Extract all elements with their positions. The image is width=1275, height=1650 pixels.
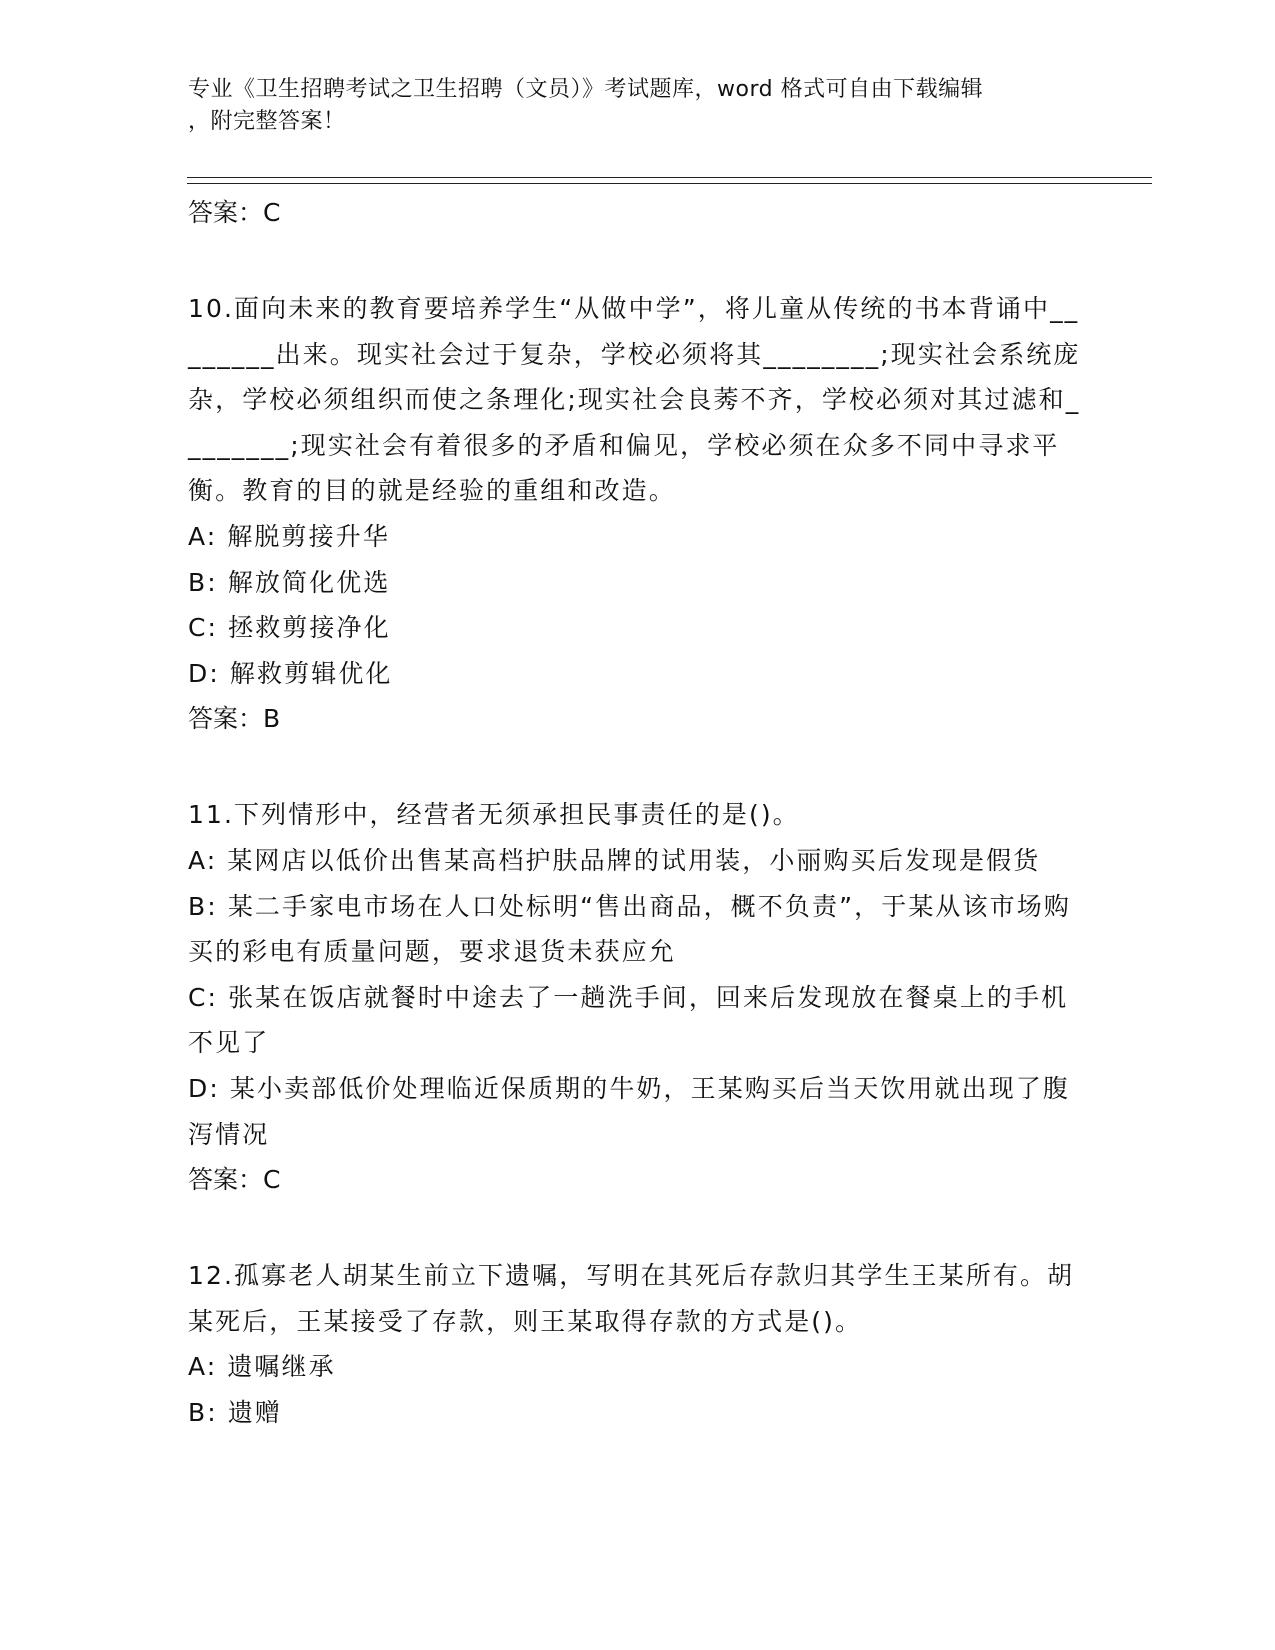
option-d: D: 解救剪辑优化 (188, 658, 393, 688)
answer-line: 答案：B (188, 704, 281, 734)
document-header (188, 74, 1088, 138)
option-a: A: 某网店以低价出售某高档护肤品牌的试用装，小丽购买后发现是假货 (188, 845, 1041, 875)
question-list (188, 190, 1088, 1435)
header-line-1: 专业《卫生招聘考试之卫生招聘（文员）》考试题库，word 格式可自由下载编辑 (188, 77, 984, 102)
question-block (188, 792, 1088, 1203)
option-a: A: 遗嘱继承 (188, 1352, 336, 1382)
question-text: 11.下列情形中，经营者无须承担民事责任的是()。 (188, 800, 800, 830)
spacer (188, 236, 1088, 286)
header-line-2: ，附完整答案！ (188, 109, 346, 134)
question-text: 10.面向未来的教育要培养学生“从做中学”，将儿童从传统的书本背诵中________出来。现实社会过于复杂，学校必须将其________;现实社会系统庞杂，学校必须组织而使之条理化;现实社会良莠不齐，学校必须对其过滤和________;现实社会有着很多的矛盾和偏见，学校必须在众多不同中寻求平衡。教育的目的就是经验的重组和改造。 (188, 294, 1081, 506)
answer-line: 答案：C (188, 1165, 281, 1195)
question-block (188, 1253, 1088, 1435)
option-b: B: 解放简化优选 (188, 567, 391, 597)
option-c: C: 拯救剪接净化 (188, 613, 391, 643)
header-divider (187, 177, 1152, 184)
spacer (188, 742, 1088, 792)
option-d: D: 某小卖部低价处理临近保质期的牛奶，王某购买后当天饮用就出现了腹泻情况 (188, 1073, 1071, 1149)
answer-line: 答案：C (188, 198, 281, 227)
question-text: 12.孤寡老人胡某生前立下遗嘱，写明在其死后存款归其学生王某所有。胡某死后，王某接受了存款，则王某取得存款的方式是()。 (188, 1261, 1075, 1336)
option-a: A: 解脱剪接升华 (188, 521, 390, 551)
option-b: B: 某二手家电市场在人口处标明“售出商品，概不负责”，于某从该市场购买的彩电有质量问题，要求退货未获应允 (188, 891, 1071, 967)
spacer (188, 1203, 1088, 1253)
question-block (188, 286, 1088, 742)
option-b: B: 遗赠 (188, 1397, 283, 1427)
option-c: C: 张某在饭店就餐时中途去了一趟洗手间，回来后发现放在餐桌上的手机不见了 (188, 982, 1069, 1058)
